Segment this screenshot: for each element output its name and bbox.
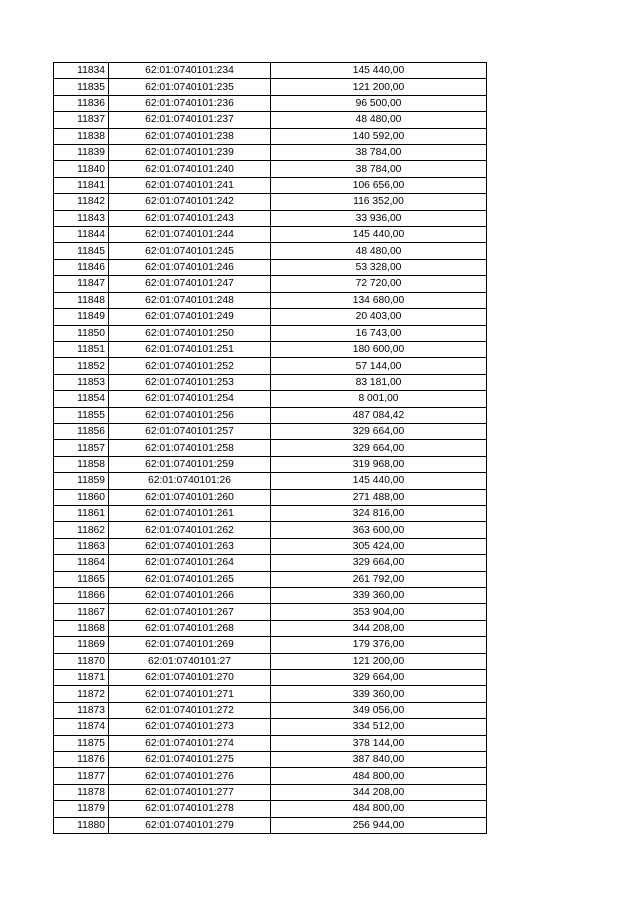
- cadastral-number-cell: 62:01:0740101:275: [109, 752, 271, 768]
- row-number-cell: 11860: [54, 489, 109, 505]
- table-row: [54, 161, 487, 177]
- row-number-cell: 11878: [54, 784, 109, 800]
- value-cell: 121 200,00: [271, 79, 487, 95]
- value-cell: 8 001,00: [271, 391, 487, 407]
- row-number-cell: 11844: [54, 227, 109, 243]
- row-number-cell: 11872: [54, 686, 109, 702]
- value-cell: 145 440,00: [271, 63, 487, 79]
- cadastral-number-cell: 62:01:0740101:267: [109, 604, 271, 620]
- table-row: [54, 227, 487, 243]
- value-cell: 349 056,00: [271, 702, 487, 718]
- cadastral-number-cell: 62:01:0740101:253: [109, 374, 271, 390]
- cadastral-number-cell: 62:01:0740101:258: [109, 440, 271, 456]
- cadastral-number-cell: 62:01:0740101:243: [109, 210, 271, 226]
- row-number-cell: 11880: [54, 817, 109, 833]
- cadastral-number-cell: 62:01:0740101:246: [109, 259, 271, 275]
- value-cell: 53 328,00: [271, 259, 487, 275]
- cadastral-number-cell: 62:01:0740101:244: [109, 227, 271, 243]
- row-number-cell: 11870: [54, 653, 109, 669]
- table-row: [54, 194, 487, 210]
- row-number-cell: 11875: [54, 735, 109, 751]
- table-row: [54, 702, 487, 718]
- cadastral-number-cell: 62:01:0740101:254: [109, 391, 271, 407]
- table-row: [54, 259, 487, 275]
- value-cell: 20 403,00: [271, 309, 487, 325]
- table-row: [54, 112, 487, 128]
- table-row: [54, 505, 487, 521]
- value-cell: 329 664,00: [271, 423, 487, 439]
- value-cell: 261 792,00: [271, 571, 487, 587]
- table-row: [54, 325, 487, 341]
- value-cell: 363 600,00: [271, 522, 487, 538]
- row-number-cell: 11836: [54, 95, 109, 111]
- cadastral-number-cell: 62:01:0740101:27: [109, 653, 271, 669]
- cadastral-number-cell: 62:01:0740101:262: [109, 522, 271, 538]
- cadastral-number-cell: 62:01:0740101:239: [109, 145, 271, 161]
- table-row: [54, 177, 487, 193]
- table-row: [54, 538, 487, 554]
- row-number-cell: 11867: [54, 604, 109, 620]
- value-cell: 16 743,00: [271, 325, 487, 341]
- value-cell: 339 360,00: [271, 686, 487, 702]
- cadastral-number-cell: 62:01:0740101:236: [109, 95, 271, 111]
- table-row: [54, 341, 487, 357]
- value-cell: 106 656,00: [271, 177, 487, 193]
- cadastral-number-cell: 62:01:0740101:269: [109, 637, 271, 653]
- table-row: [54, 391, 487, 407]
- row-number-cell: 11865: [54, 571, 109, 587]
- table-row: [54, 456, 487, 472]
- cadastral-number-cell: 62:01:0740101:261: [109, 505, 271, 521]
- row-number-cell: 11849: [54, 309, 109, 325]
- table-row: [54, 571, 487, 587]
- table-row: [54, 128, 487, 144]
- cadastral-number-cell: 62:01:0740101:278: [109, 801, 271, 817]
- table-row: [54, 95, 487, 111]
- value-cell: 116 352,00: [271, 194, 487, 210]
- table-row: [54, 63, 487, 79]
- row-number-cell: 11861: [54, 505, 109, 521]
- table-row: [54, 719, 487, 735]
- value-cell: 83 181,00: [271, 374, 487, 390]
- row-number-cell: 11847: [54, 276, 109, 292]
- value-cell: 72 720,00: [271, 276, 487, 292]
- value-cell: 329 664,00: [271, 440, 487, 456]
- cadastral-number-cell: 62:01:0740101:279: [109, 817, 271, 833]
- cadastral-number-cell: 62:01:0740101:26: [109, 473, 271, 489]
- row-number-cell: 11846: [54, 259, 109, 275]
- cadastral-number-cell: 62:01:0740101:250: [109, 325, 271, 341]
- value-cell: 329 664,00: [271, 555, 487, 571]
- row-number-cell: 11869: [54, 637, 109, 653]
- table-row: [54, 686, 487, 702]
- table-row: [54, 423, 487, 439]
- table-row: [54, 735, 487, 751]
- value-cell: 305 424,00: [271, 538, 487, 554]
- value-cell: 134 680,00: [271, 292, 487, 308]
- value-cell: 57 144,00: [271, 358, 487, 374]
- table-row: [54, 768, 487, 784]
- row-number-cell: 11873: [54, 702, 109, 718]
- row-number-cell: 11879: [54, 801, 109, 817]
- cadastral-number-cell: 62:01:0740101:240: [109, 161, 271, 177]
- row-number-cell: 11845: [54, 243, 109, 259]
- cadastral-number-cell: 62:01:0740101:257: [109, 423, 271, 439]
- row-number-cell: 11837: [54, 112, 109, 128]
- value-cell: 33 936,00: [271, 210, 487, 226]
- value-cell: 319 968,00: [271, 456, 487, 472]
- value-cell: 271 488,00: [271, 489, 487, 505]
- table-row: [54, 588, 487, 604]
- table-row: [54, 276, 487, 292]
- row-number-cell: 11852: [54, 358, 109, 374]
- table-row: [54, 653, 487, 669]
- row-number-cell: 11859: [54, 473, 109, 489]
- value-cell: 180 600,00: [271, 341, 487, 357]
- cadastral-number-cell: 62:01:0740101:263: [109, 538, 271, 554]
- table-row: [54, 555, 487, 571]
- value-cell: 140 592,00: [271, 128, 487, 144]
- value-cell: 121 200,00: [271, 653, 487, 669]
- value-cell: 334 512,00: [271, 719, 487, 735]
- table-row: [54, 374, 487, 390]
- cadastral-number-cell: 62:01:0740101:249: [109, 309, 271, 325]
- table-row: [54, 145, 487, 161]
- cadastral-number-cell: 62:01:0740101:270: [109, 670, 271, 686]
- row-number-cell: 11858: [54, 456, 109, 472]
- cadastral-number-cell: 62:01:0740101:276: [109, 768, 271, 784]
- value-cell: 484 800,00: [271, 801, 487, 817]
- row-number-cell: 11874: [54, 719, 109, 735]
- table-row: [54, 473, 487, 489]
- value-cell: 344 208,00: [271, 620, 487, 636]
- cadastral-number-cell: 62:01:0740101:241: [109, 177, 271, 193]
- table-row: [54, 210, 487, 226]
- cadastral-number-cell: 62:01:0740101:272: [109, 702, 271, 718]
- cadastral-number-cell: 62:01:0740101:245: [109, 243, 271, 259]
- table-row: [54, 670, 487, 686]
- table-row: [54, 522, 487, 538]
- table-row: [54, 309, 487, 325]
- table-row: [54, 440, 487, 456]
- table-row: [54, 407, 487, 423]
- cadastral-number-cell: 62:01:0740101:271: [109, 686, 271, 702]
- value-cell: 344 208,00: [271, 784, 487, 800]
- table-row: [54, 243, 487, 259]
- cadastral-number-cell: 62:01:0740101:260: [109, 489, 271, 505]
- cadastral-number-cell: 62:01:0740101:251: [109, 341, 271, 357]
- row-number-cell: 11848: [54, 292, 109, 308]
- row-number-cell: 11862: [54, 522, 109, 538]
- row-number-cell: 11876: [54, 752, 109, 768]
- value-cell: 353 904,00: [271, 604, 487, 620]
- cadastral-number-cell: 62:01:0740101:252: [109, 358, 271, 374]
- row-number-cell: 11863: [54, 538, 109, 554]
- cadastral-number-cell: 62:01:0740101:247: [109, 276, 271, 292]
- table-row: [54, 637, 487, 653]
- row-number-cell: 11834: [54, 63, 109, 79]
- cadastral-number-cell: 62:01:0740101:234: [109, 63, 271, 79]
- cadastral-value-table: [53, 62, 487, 834]
- value-cell: 96 500,00: [271, 95, 487, 111]
- row-number-cell: 11855: [54, 407, 109, 423]
- cadastral-number-cell: 62:01:0740101:242: [109, 194, 271, 210]
- cadastral-number-cell: 62:01:0740101:256: [109, 407, 271, 423]
- table-row: [54, 489, 487, 505]
- row-number-cell: 11853: [54, 374, 109, 390]
- table-row: [54, 292, 487, 308]
- cadastral-number-cell: 62:01:0740101:268: [109, 620, 271, 636]
- cadastral-number-cell: 62:01:0740101:274: [109, 735, 271, 751]
- value-cell: 487 084,42: [271, 407, 487, 423]
- value-cell: 329 664,00: [271, 670, 487, 686]
- table-row: [54, 784, 487, 800]
- table-row: [54, 79, 487, 95]
- value-cell: 38 784,00: [271, 161, 487, 177]
- table-row: [54, 604, 487, 620]
- cadastral-number-cell: 62:01:0740101:277: [109, 784, 271, 800]
- table-row: [54, 358, 487, 374]
- row-number-cell: 11850: [54, 325, 109, 341]
- value-cell: 48 480,00: [271, 243, 487, 259]
- row-number-cell: 11871: [54, 670, 109, 686]
- table-row: [54, 752, 487, 768]
- table-body: [54, 63, 487, 834]
- value-cell: 387 840,00: [271, 752, 487, 768]
- value-cell: 38 784,00: [271, 145, 487, 161]
- row-number-cell: 11835: [54, 79, 109, 95]
- row-number-cell: 11857: [54, 440, 109, 456]
- cadastral-number-cell: 62:01:0740101:235: [109, 79, 271, 95]
- row-number-cell: 11877: [54, 768, 109, 784]
- value-cell: 179 376,00: [271, 637, 487, 653]
- table-row: [54, 817, 487, 833]
- row-number-cell: 11843: [54, 210, 109, 226]
- row-number-cell: 11854: [54, 391, 109, 407]
- row-number-cell: 11838: [54, 128, 109, 144]
- row-number-cell: 11851: [54, 341, 109, 357]
- cadastral-number-cell: 62:01:0740101:266: [109, 588, 271, 604]
- row-number-cell: 11841: [54, 177, 109, 193]
- value-cell: 48 480,00: [271, 112, 487, 128]
- cadastral-number-cell: 62:01:0740101:264: [109, 555, 271, 571]
- value-cell: 339 360,00: [271, 588, 487, 604]
- value-cell: 145 440,00: [271, 227, 487, 243]
- cadastral-number-cell: 62:01:0740101:265: [109, 571, 271, 587]
- row-number-cell: 11868: [54, 620, 109, 636]
- value-cell: 256 944,00: [271, 817, 487, 833]
- cadastral-number-cell: 62:01:0740101:237: [109, 112, 271, 128]
- cadastral-number-cell: 62:01:0740101:273: [109, 719, 271, 735]
- value-cell: 324 816,00: [271, 505, 487, 521]
- value-cell: 145 440,00: [271, 473, 487, 489]
- row-number-cell: 11840: [54, 161, 109, 177]
- row-number-cell: 11856: [54, 423, 109, 439]
- table-row: [54, 620, 487, 636]
- value-cell: 484 800,00: [271, 768, 487, 784]
- row-number-cell: 11864: [54, 555, 109, 571]
- row-number-cell: 11842: [54, 194, 109, 210]
- row-number-cell: 11866: [54, 588, 109, 604]
- cadastral-number-cell: 62:01:0740101:248: [109, 292, 271, 308]
- table-row: [54, 801, 487, 817]
- cadastral-number-cell: 62:01:0740101:259: [109, 456, 271, 472]
- value-cell: 378 144,00: [271, 735, 487, 751]
- cadastral-number-cell: 62:01:0740101:238: [109, 128, 271, 144]
- row-number-cell: 11839: [54, 145, 109, 161]
